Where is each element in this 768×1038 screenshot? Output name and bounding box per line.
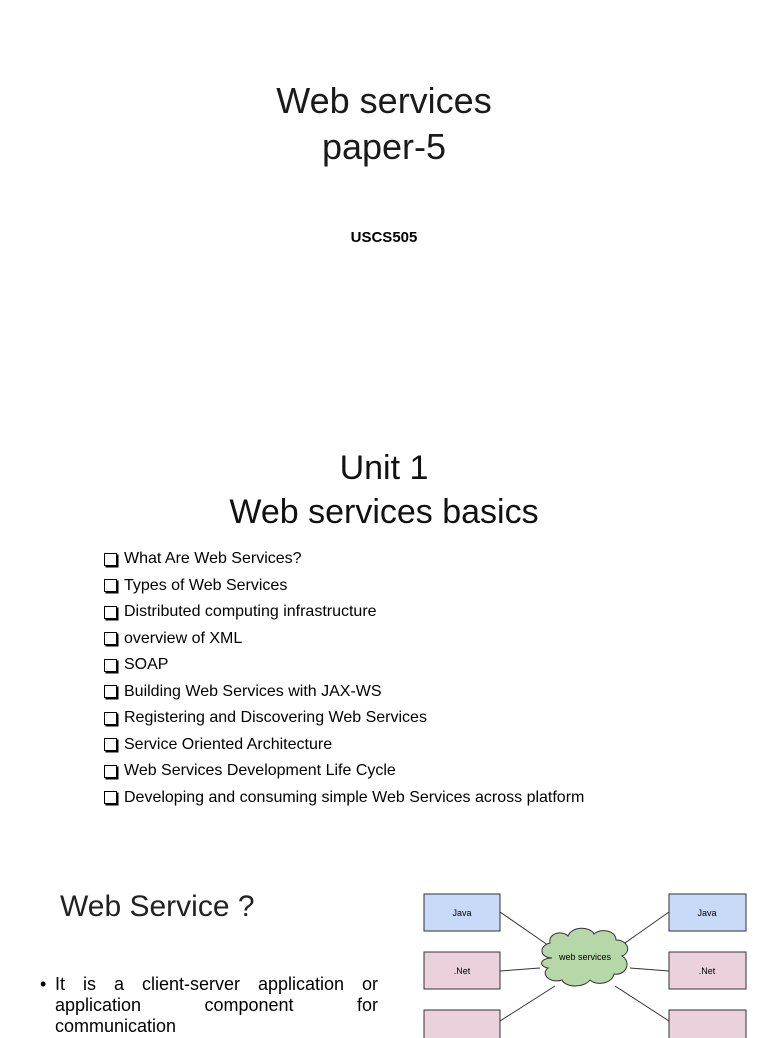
node-label: .Net bbox=[698, 966, 716, 976]
right-node-java bbox=[669, 894, 746, 931]
checkbox-icon bbox=[104, 738, 117, 751]
checkbox-icon bbox=[104, 553, 117, 566]
right-node-3 bbox=[669, 1010, 746, 1038]
web-services-diagram bbox=[420, 888, 752, 1038]
bullet-text: It is a client-server application or application component for communication bbox=[55, 974, 378, 1036]
cloud-label: web services bbox=[558, 952, 612, 962]
slide-title bbox=[0, 78, 768, 170]
checkbox-icon bbox=[104, 606, 117, 619]
left-node-java bbox=[424, 894, 500, 931]
list-item: SOAP bbox=[104, 652, 584, 679]
left-node-3 bbox=[424, 1010, 500, 1038]
bullet-point bbox=[40, 974, 378, 1037]
title-line-2: paper-5 bbox=[321, 126, 447, 167]
list-item: Distributed computing infrastructure bbox=[104, 599, 584, 626]
right-node-net bbox=[669, 952, 746, 989]
web-service-title: Web Service ? bbox=[60, 890, 255, 923]
web-service-slide bbox=[0, 850, 768, 1036]
unit-slide bbox=[0, 410, 768, 840]
node-box bbox=[669, 1010, 746, 1038]
checkbox-icon bbox=[104, 579, 117, 592]
cloud-icon bbox=[542, 928, 628, 986]
node-label: Java bbox=[697, 908, 717, 918]
course-code: USCS505 bbox=[350, 229, 418, 246]
list-item: Web Services Development Life Cycle bbox=[104, 758, 584, 785]
node-label: Java bbox=[452, 908, 472, 918]
list-item: Building Web Services with JAX-WS bbox=[104, 679, 584, 706]
unit-title-line-1: Unit 1 bbox=[339, 449, 429, 487]
list-item: Registering and Discovering Web Services bbox=[104, 705, 584, 732]
list-item: overview of XML bbox=[104, 626, 584, 653]
topic-list bbox=[104, 546, 584, 811]
checkbox-icon bbox=[104, 791, 117, 804]
title-line-1: Web services bbox=[276, 80, 492, 121]
checkbox-icon bbox=[104, 712, 117, 725]
bullet-icon: • bbox=[40, 974, 47, 994]
list-item: Service Oriented Architecture bbox=[104, 732, 584, 759]
list-item: Developing and consuming simple Web Services across platform bbox=[104, 785, 584, 812]
left-node-net bbox=[424, 952, 500, 989]
checkbox-icon bbox=[104, 685, 117, 698]
unit-title-line-2: Web services basics bbox=[229, 493, 539, 531]
list-item: Types of Web Services bbox=[104, 573, 584, 600]
connector-line bbox=[615, 986, 669, 1021]
connector-line bbox=[630, 968, 669, 971]
connector-line bbox=[500, 968, 540, 971]
title-slide bbox=[0, 0, 768, 410]
list-item: What Are Web Services? bbox=[104, 546, 584, 573]
unit-title bbox=[0, 446, 768, 534]
checkbox-icon bbox=[104, 632, 117, 645]
connector-line bbox=[500, 986, 555, 1021]
checkbox-icon bbox=[104, 659, 117, 672]
checkbox-icon bbox=[104, 765, 117, 778]
node-box bbox=[424, 1010, 500, 1038]
node-label: .Net bbox=[453, 966, 471, 976]
